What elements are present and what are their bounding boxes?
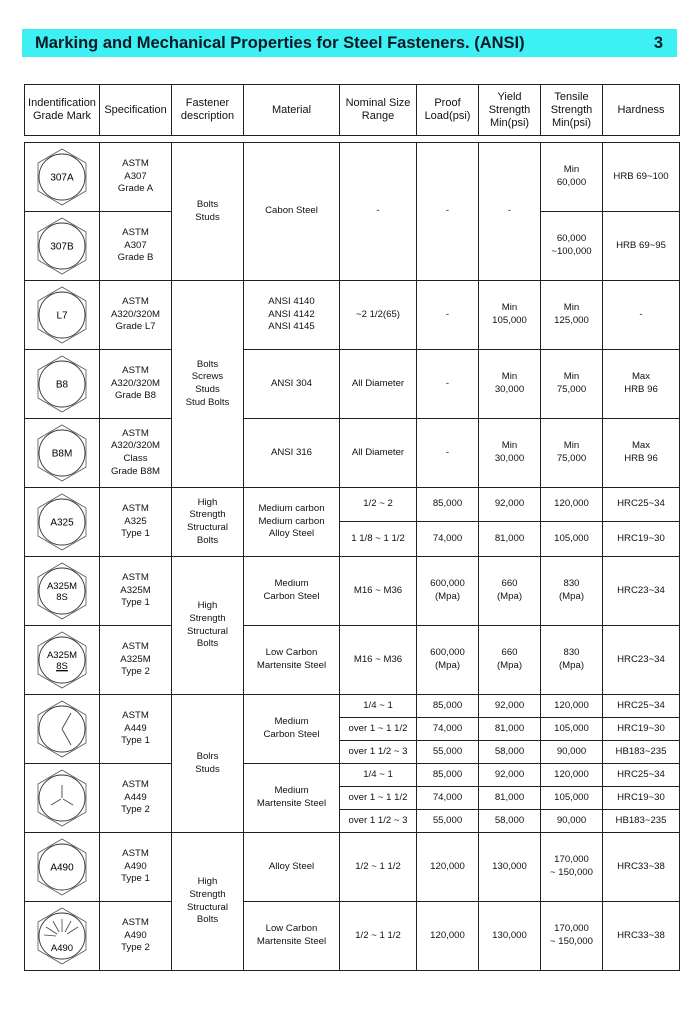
hex-head-icon bbox=[31, 215, 93, 277]
yield-cell: 92,000 bbox=[479, 695, 541, 718]
hardness-cell: HRB 69~95 bbox=[603, 212, 680, 281]
tensile-cell: Min 60,000 bbox=[541, 143, 603, 212]
grade-mark-label: A325M bbox=[46, 650, 78, 661]
grade-mark-label: L7 bbox=[56, 310, 68, 322]
spec-cell: ASTM A325M Type 2 bbox=[100, 626, 172, 695]
grade-mark-cell bbox=[25, 833, 100, 902]
tensile-cell: Min 125,000 bbox=[541, 281, 603, 350]
tensile-cell: 105,000 bbox=[541, 718, 603, 741]
fastener-properties-table bbox=[24, 84, 680, 971]
size-cell: All Diameter bbox=[340, 419, 417, 488]
grade-mark-label: 307B bbox=[50, 241, 74, 253]
material-cell: Low Carbon Martensite Steel bbox=[244, 902, 340, 971]
tensile-cell: 60,000 ~100,000 bbox=[541, 212, 603, 281]
size-cell: 1/2 ~ 1 1/2 bbox=[340, 902, 417, 971]
table-row bbox=[25, 281, 680, 350]
grade-mark-label: A325M bbox=[46, 581, 78, 592]
spec-cell: ASTM A307 Grade A bbox=[100, 143, 172, 212]
header-gap bbox=[25, 136, 680, 143]
proof-cell: - bbox=[417, 419, 479, 488]
radial-line-mark bbox=[46, 927, 57, 934]
yield-cell: - bbox=[479, 143, 541, 281]
radial-line-mark bbox=[44, 935, 56, 936]
yield-cell: 81,000 bbox=[479, 787, 541, 810]
proof-cell: 600,000 (Mpa) bbox=[417, 557, 479, 626]
hex-head-icon bbox=[31, 698, 93, 760]
spec-cell: ASTM A449 Type 1 bbox=[100, 695, 172, 764]
hex-head-icon bbox=[31, 905, 93, 967]
grade-mark-cell bbox=[25, 902, 100, 971]
hardness-cell: HRC19~30 bbox=[603, 787, 680, 810]
spec-cell: ASTM A490 Type 1 bbox=[100, 833, 172, 902]
header-row bbox=[25, 85, 680, 136]
hardness-cell: Max HRB 96 bbox=[603, 419, 680, 488]
hex-head-icon bbox=[31, 491, 93, 553]
proof-cell: 85,000 bbox=[417, 488, 479, 522]
description-cell: Bolts Screws Studs Stud Bolts bbox=[172, 281, 244, 488]
radial-line-mark bbox=[65, 921, 71, 932]
yield-cell: 660 (Mpa) bbox=[479, 626, 541, 695]
radial-line-mark bbox=[62, 729, 71, 745]
grade-mark-sublabel: 8S bbox=[56, 661, 68, 672]
hardness-cell: - bbox=[603, 281, 680, 350]
tensile-cell: 830 (Mpa) bbox=[541, 626, 603, 695]
material-cell: Medium Carbon Steel bbox=[244, 695, 340, 764]
radial-line-mark bbox=[51, 799, 61, 805]
description-cell: Bolrs Studs bbox=[172, 695, 244, 833]
size-cell: 1/4 ~ 1 bbox=[340, 764, 417, 787]
proof-cell: - bbox=[417, 350, 479, 419]
material-cell: Alloy Steel bbox=[244, 833, 340, 902]
tensile-cell: Min 75,000 bbox=[541, 350, 603, 419]
table-row bbox=[25, 833, 680, 902]
col-nominal-size: Nominal Size Range bbox=[340, 85, 417, 136]
tensile-cell: 120,000 bbox=[541, 695, 603, 718]
hardness-cell: HRC23~34 bbox=[603, 557, 680, 626]
spec-cell: ASTM A449 Type 2 bbox=[100, 764, 172, 833]
grade-mark-cell bbox=[25, 281, 100, 350]
hardness-cell: HRC19~30 bbox=[603, 522, 680, 557]
page-number: 3 bbox=[653, 33, 663, 52]
tensile-cell: 170,000 ~ 150,000 bbox=[541, 902, 603, 971]
hex-head-icon bbox=[31, 146, 93, 208]
size-cell: 1/2 ~ 2 bbox=[340, 488, 417, 522]
yield-cell: Min 105,000 bbox=[479, 281, 541, 350]
col-hardness: Hardness bbox=[603, 85, 680, 136]
grade-mark-cell bbox=[25, 143, 100, 212]
grade-mark-label: A325 bbox=[50, 517, 74, 529]
material-cell: Cabon Steel bbox=[244, 143, 340, 281]
spec-cell: ASTM A320/320M Grade B8 bbox=[100, 350, 172, 419]
tensile-cell: 120,000 bbox=[541, 488, 603, 522]
yield-cell: 92,000 bbox=[479, 764, 541, 787]
yield-cell: 92,000 bbox=[479, 488, 541, 522]
size-cell: 1/2 ~ 1 1/2 bbox=[340, 833, 417, 902]
hardness-cell: HB183~235 bbox=[603, 810, 680, 833]
tensile-cell: 830 (Mpa) bbox=[541, 557, 603, 626]
hex-head-icon bbox=[31, 422, 93, 484]
proof-cell: 74,000 bbox=[417, 522, 479, 557]
size-cell: 1 1/8 ~ 1 1/2 bbox=[340, 522, 417, 557]
hex-head-icon bbox=[31, 284, 93, 346]
table-row bbox=[25, 764, 680, 787]
proof-cell: 120,000 bbox=[417, 833, 479, 902]
grade-mark-label: B8M bbox=[51, 448, 73, 460]
table-row bbox=[25, 488, 680, 522]
material-cell: ANSI 304 bbox=[244, 350, 340, 419]
yield-cell: Min 30,000 bbox=[479, 350, 541, 419]
grade-mark-cell bbox=[25, 419, 100, 488]
description-cell: Bolts Studs bbox=[172, 143, 244, 281]
tensile-cell: 105,000 bbox=[541, 787, 603, 810]
proof-cell: 74,000 bbox=[417, 787, 479, 810]
table-row bbox=[25, 350, 680, 419]
material-cell: Medium Carbon Steel bbox=[244, 557, 340, 626]
tensile-cell: 170,000 ~ 150,000 bbox=[541, 833, 603, 902]
size-cell: M16 ~ M36 bbox=[340, 557, 417, 626]
hardness-cell: HRC33~38 bbox=[603, 902, 680, 971]
col-grade-mark: Indentification Grade Mark bbox=[25, 85, 100, 136]
tensile-cell: Min 75,000 bbox=[541, 419, 603, 488]
spec-cell: ASTM A320/320M Class Grade B8M bbox=[100, 419, 172, 488]
size-cell: over 1 ~ 1 1/2 bbox=[340, 718, 417, 741]
hardness-cell: HB183~235 bbox=[603, 741, 680, 764]
grade-mark-label: 307A bbox=[50, 172, 74, 184]
hardness-cell: HRC23~34 bbox=[603, 626, 680, 695]
grade-mark-cell bbox=[25, 350, 100, 419]
hardness-cell: HRC19~30 bbox=[603, 718, 680, 741]
hardness-cell: HRC25~34 bbox=[603, 488, 680, 522]
proof-cell: 85,000 bbox=[417, 764, 479, 787]
col-material: Material bbox=[244, 85, 340, 136]
col-proof-load: Proof Load(psi) bbox=[417, 85, 479, 136]
spec-cell: ASTM A325M Type 1 bbox=[100, 557, 172, 626]
material-cell: ANSI 4140 ANSI 4142 ANSI 4145 bbox=[244, 281, 340, 350]
table-row bbox=[25, 902, 680, 971]
hardness-cell: HRC25~34 bbox=[603, 695, 680, 718]
proof-cell: - bbox=[417, 143, 479, 281]
size-cell: - bbox=[340, 143, 417, 281]
yield-cell: 660 (Mpa) bbox=[479, 557, 541, 626]
hardness-cell: Max HRB 96 bbox=[603, 350, 680, 419]
material-cell: ANSI 316 bbox=[244, 419, 340, 488]
table-row bbox=[25, 695, 680, 718]
proof-cell: 600,000 (Mpa) bbox=[417, 626, 479, 695]
grade-mark-label: B8 bbox=[55, 379, 69, 391]
size-cell: M16 ~ M36 bbox=[340, 626, 417, 695]
hardness-cell: HRB 69~100 bbox=[603, 143, 680, 212]
grade-mark-sublabel: 8S bbox=[56, 592, 68, 603]
spec-cell: ASTM A307 Grade B bbox=[100, 212, 172, 281]
page-header bbox=[22, 29, 677, 57]
yield-cell: 81,000 bbox=[479, 718, 541, 741]
description-cell: High Strength Structural Bolts bbox=[172, 557, 244, 695]
size-cell: over 1 ~ 1 1/2 bbox=[340, 787, 417, 810]
table-row bbox=[25, 143, 680, 212]
yield-cell: 130,000 bbox=[479, 902, 541, 971]
yield-cell: 81,000 bbox=[479, 522, 541, 557]
hardness-cell: HRC33~38 bbox=[603, 833, 680, 902]
hex-head-icon bbox=[31, 353, 93, 415]
col-fastener-description: Fastener description bbox=[172, 85, 244, 136]
material-cell: Medium carbon Medium carbon Alloy Steel bbox=[244, 488, 340, 557]
tensile-cell: 90,000 bbox=[541, 810, 603, 833]
hex-head-icon bbox=[31, 767, 93, 829]
radial-line-mark bbox=[63, 799, 73, 805]
material-cell: Medium Martensite Steel bbox=[244, 764, 340, 833]
hex-head-icon bbox=[31, 560, 93, 622]
grade-mark-label: A490 bbox=[50, 943, 74, 954]
col-specification: Specification bbox=[100, 85, 172, 136]
size-cell: ~2 1/2(65) bbox=[340, 281, 417, 350]
yield-cell: 58,000 bbox=[479, 741, 541, 764]
grade-mark-cell bbox=[25, 557, 100, 626]
grade-mark-cell bbox=[25, 764, 100, 833]
size-cell: over 1 1/2 ~ 3 bbox=[340, 741, 417, 764]
tensile-cell: 105,000 bbox=[541, 522, 603, 557]
col-tensile-strength: Tensile Strength Min(psi) bbox=[541, 85, 603, 136]
proof-cell: 120,000 bbox=[417, 902, 479, 971]
material-cell: Low Carbon Martensite Steel bbox=[244, 626, 340, 695]
grade-mark-label: A490 bbox=[50, 862, 74, 874]
grade-mark-cell bbox=[25, 695, 100, 764]
table-row bbox=[25, 626, 680, 695]
proof-cell: 55,000 bbox=[417, 810, 479, 833]
size-cell: over 1 1/2 ~ 3 bbox=[340, 810, 417, 833]
spec-cell: ASTM A325 Type 1 bbox=[100, 488, 172, 557]
radial-line-mark bbox=[62, 713, 71, 729]
table-row bbox=[25, 419, 680, 488]
hardness-cell: HRC25~34 bbox=[603, 764, 680, 787]
size-cell: 1/4 ~ 1 bbox=[340, 695, 417, 718]
yield-cell: 58,000 bbox=[479, 810, 541, 833]
grade-mark-cell bbox=[25, 626, 100, 695]
tensile-cell: 120,000 bbox=[541, 764, 603, 787]
spec-cell: ASTM A320/320M Grade L7 bbox=[100, 281, 172, 350]
proof-cell: - bbox=[417, 281, 479, 350]
description-cell: High Strength Structural Bolts bbox=[172, 488, 244, 557]
spec-cell: ASTM A490 Type 2 bbox=[100, 902, 172, 971]
tensile-cell: 90,000 bbox=[541, 741, 603, 764]
yield-cell: 130,000 bbox=[479, 833, 541, 902]
size-cell: All Diameter bbox=[340, 350, 417, 419]
grade-mark-cell bbox=[25, 488, 100, 557]
proof-cell: 74,000 bbox=[417, 718, 479, 741]
table-row bbox=[25, 557, 680, 626]
page-title: Marking and Mechanical Properties for Steel Fasteners. (ANSI) bbox=[35, 33, 525, 52]
radial-line-mark bbox=[67, 927, 78, 934]
yield-cell: Min 30,000 bbox=[479, 419, 541, 488]
radial-line-mark bbox=[53, 921, 59, 932]
grade-mark-cell bbox=[25, 212, 100, 281]
hex-head-icon bbox=[31, 629, 93, 691]
proof-cell: 55,000 bbox=[417, 741, 479, 764]
col-yield-strength: Yield Strength Min(psi) bbox=[479, 85, 541, 136]
proof-cell: 85,000 bbox=[417, 695, 479, 718]
hex-head-icon bbox=[31, 836, 93, 898]
description-cell: High Strength Structural Bolts bbox=[172, 833, 244, 971]
